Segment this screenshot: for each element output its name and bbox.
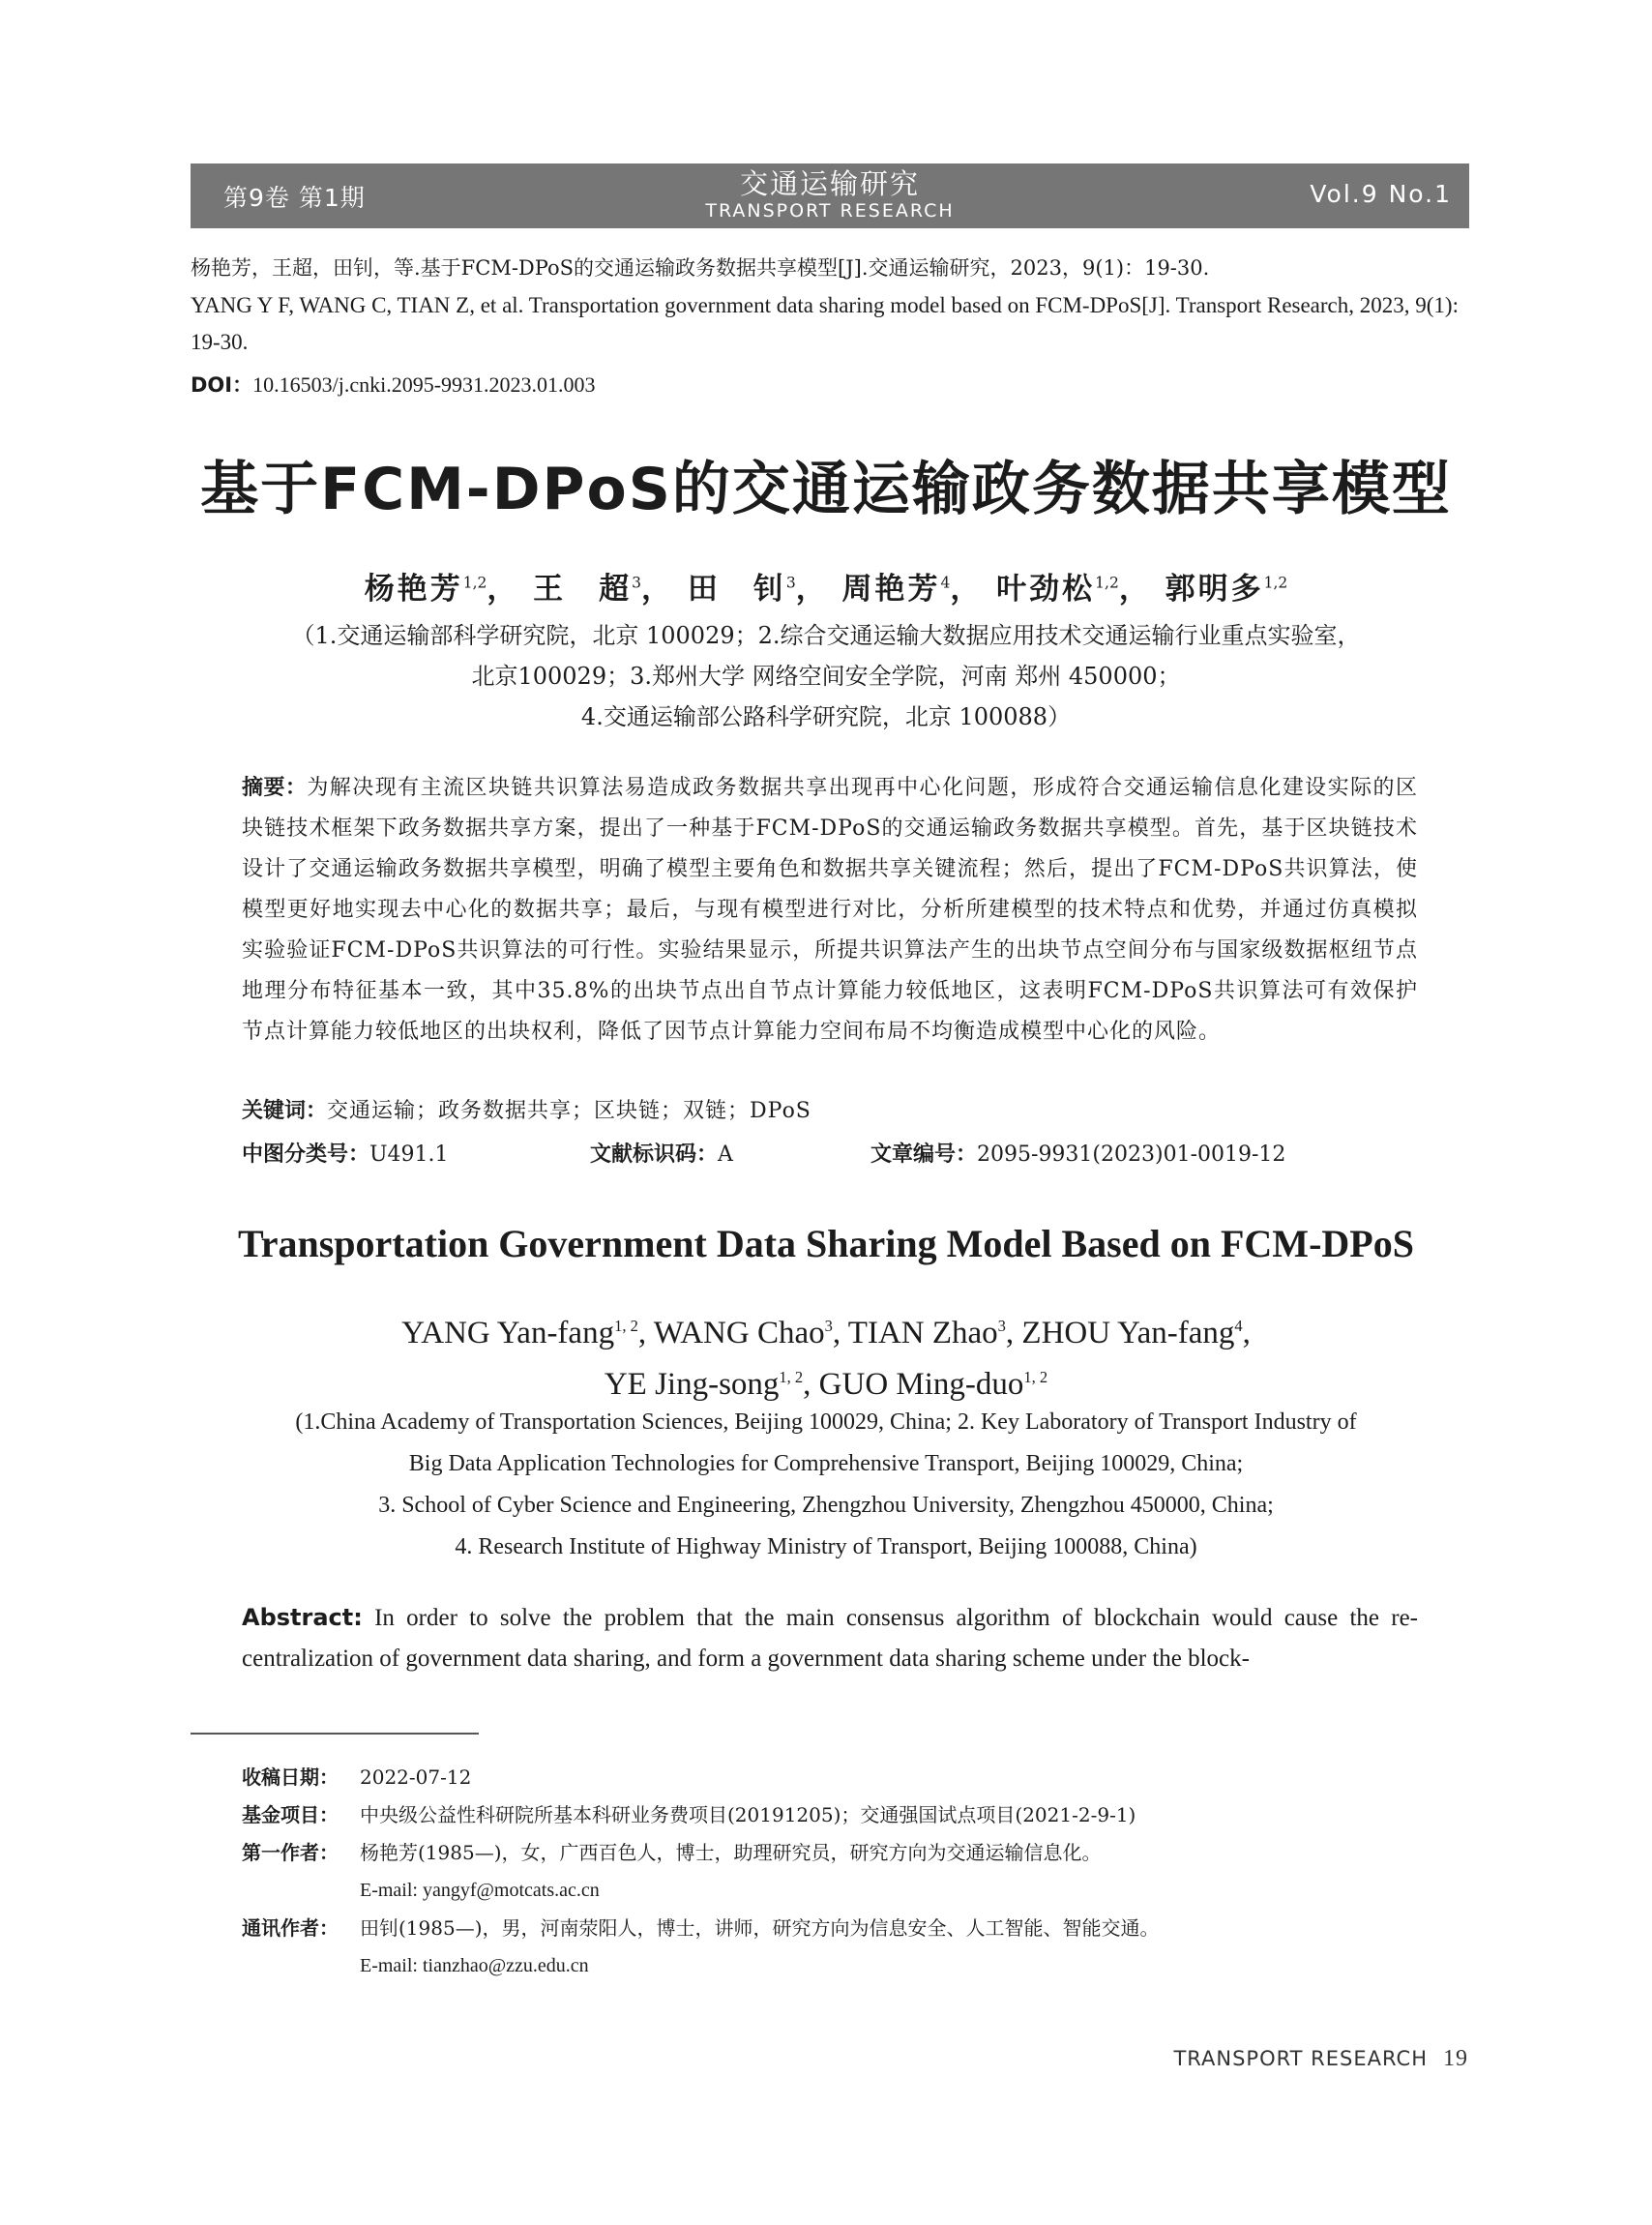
affiliation-line: 3. School of Cyber Science and Engineering, Zhengzhou University, Zhengzhou 450000, China; [378,1493,1274,1518]
issue-cn: 第9卷 第1期 [223,184,366,212]
title-cn: 基于FCM-DPoS的交通运输政务数据共享模型 [200,456,1452,523]
keywords-text: 交通运输；政务数据共享；区块链；双链；DPoS [327,1099,811,1123]
author-en: ZHOU Yan-fang$^4$, [1021,1316,1251,1350]
doi-line [191,370,596,399]
article-number: 文章编号：2095-9931(2023)01-0019-12 [870,1142,1286,1167]
keywords-cn [242,1094,1418,1124]
page-footer [1173,2046,1468,2072]
footnotes [242,1759,1418,1985]
doi-value[interactable]: 10.16503/j.cnki.2095-9931.2023.01.003 [252,372,596,397]
abstract-cn-text: 为解决现有主流区块链共识算法易造成政务数据共享出现再中心化问题，形成符合交通运输信息化建设实际的区块链技术框架下政务数据共享方案，提出了一种基于FCM-DPoS的交通运输政务数据共享模型。首先，基于区块链技术设计了交通运输政务数据共享模型，明确了模型主要角色和数据共享关键流程；然后，提出了FCM-DPoS共识算法，使模型更好地实现去中心化的数据共享；最后，与现有模型进行对比，分析所建模型的技术特点和优势，并通过仿真模拟实验验证FCM-DPoS共识算法的可行性。实验结果显示，所提共识算法产生的出块节点空间分布与国家级数据枢纽节点地理分布特征基本一致，其中35.8%的出块节点出自节点计算能力较低地区，这表明FCM-DPoS共识算法可有效保护节点计算能力较低地区的出块权利，降低了因节点计算能力空间布局不均衡造成模型中心化的风险。 [242,776,1418,1044]
author-cn: 王 超$^3$， [533,572,675,607]
first-author: 第一作者： 杨艳芳(1985—)，女，广西百色人，博士，助理研究员，研究方向为交通运输信息化。 [242,1841,1102,1864]
corresponding-author: 通讯作者： 田钊(1985—)，男，河南荥阳人，博士，讲师，研究方向为信息安全、人工智能、智能交通。 [242,1916,1160,1940]
clc-number: 中图分类号：U491.1 [242,1142,449,1167]
title-en: Transportation Government Data Sharing Model Based on FCM-DPoS [238,1222,1414,1265]
authors-en [0,1304,1652,1407]
author-en: YE Jing-song$^{1, 2}$, [604,1367,819,1402]
journal-name-en: TRANSPORT RESEARCH [705,200,955,222]
affiliation-line: (1.China Academy of Transportation Sciences, Beijing 100029, China; 2. Key Laboratory of Transport Industry of [295,1409,1357,1435]
citation-en: YANG Y F, WANG C, TIAN Z, et al. Transportation government data sharing model based on FCM-DPoS[J]. Transport Research, 2023, 9(1): 19-30. [191,293,1459,354]
author-cn: 周艳芳$^4$， [841,572,984,607]
author-cn: 田 钊$^3$， [687,572,829,607]
affiliation-line: 4.交通运输部公路科学研究院，北京 100088） [580,703,1072,730]
abstract-en [242,1597,1418,1679]
corresponding-author-email[interactable]: E-mail: tianzhao@zzu.edu.cn [360,1955,589,1976]
author-en: GUO Ming-duo$^{1, 2}$ [818,1367,1048,1402]
abstract-cn-label: 摘要： [242,776,308,800]
abstract-en-text: In order to solve the problem that the main consensus algorithm of blockchain would cause the re-centralization of government data sharing, and form a government data sharing scheme under the block- [242,1605,1419,1672]
page-number: 19 [1443,2046,1468,2071]
document-code: 文献标识码：A [590,1142,733,1167]
fund-project: 基金项目： 中央级公益性科研院所基本科研业务费项目(20191205)；交通强国试点项目(2021-2-9-1) [242,1803,1136,1826]
author-cn: 郭明多$^{1,2}$ [1165,572,1288,607]
doi-label: DOI： [191,373,253,397]
authors-cn [0,564,1652,608]
journal-name [191,167,1469,222]
keywords-label: 关键词： [242,1099,328,1123]
affiliations-en [0,1402,1652,1568]
abstract-en-label: Abstract: [242,1604,363,1631]
affiliations-cn [0,615,1652,737]
first-author-email[interactable]: E-mail: yangyf@motcats.ac.cn [360,1880,600,1901]
author-en: WANG Chao$^3$, [653,1316,848,1350]
author-en: TIAN Zhao$^3$, [847,1316,1022,1350]
footer-journal: TRANSPORT RESEARCH [1173,2047,1428,2070]
journal-header-banner [191,163,1469,228]
author-en: YANG Yan-fang$^{1, 2}$, [401,1316,654,1350]
author-cn: 杨艳芳$^{1,2}$， [364,572,520,607]
journal-name-cn: 交通运输研究 [739,167,920,200]
abstract-cn [242,768,1418,1053]
issue-en: Vol.9 No.1 [1310,180,1452,208]
authors-en-line [0,1355,1652,1407]
affiliation-line: 4. Research Institute of Highway Ministry of Transport, Beijing 100088, China) [455,1534,1197,1559]
affiliation-line: （1.交通运输部科学研究院，北京 100029；2.综合交通运输大数据应用技术交通运输行业重点实验室， [291,622,1361,649]
footnote-divider [191,1733,479,1735]
author-cn: 叶劲松$^{1,2}$， [996,572,1152,607]
received-date: 收稿日期： 2022-07-12 [242,1765,472,1789]
authors-en-line [0,1304,1652,1355]
affiliation-line: Big Data Application Technologies for Comprehensive Transport, Beijing 100029, China; [408,1451,1244,1476]
citation-cn: 杨艳芳，王超，田钊，等.基于FCM-DPoS的交通运输政务数据共享模型[J].交通运输研究，2023，9(1)：19-30. [191,256,1210,280]
affiliation-line: 北京100029；3.郑州大学 网络空间安全学院，河南 郑州 450000； [471,663,1181,690]
